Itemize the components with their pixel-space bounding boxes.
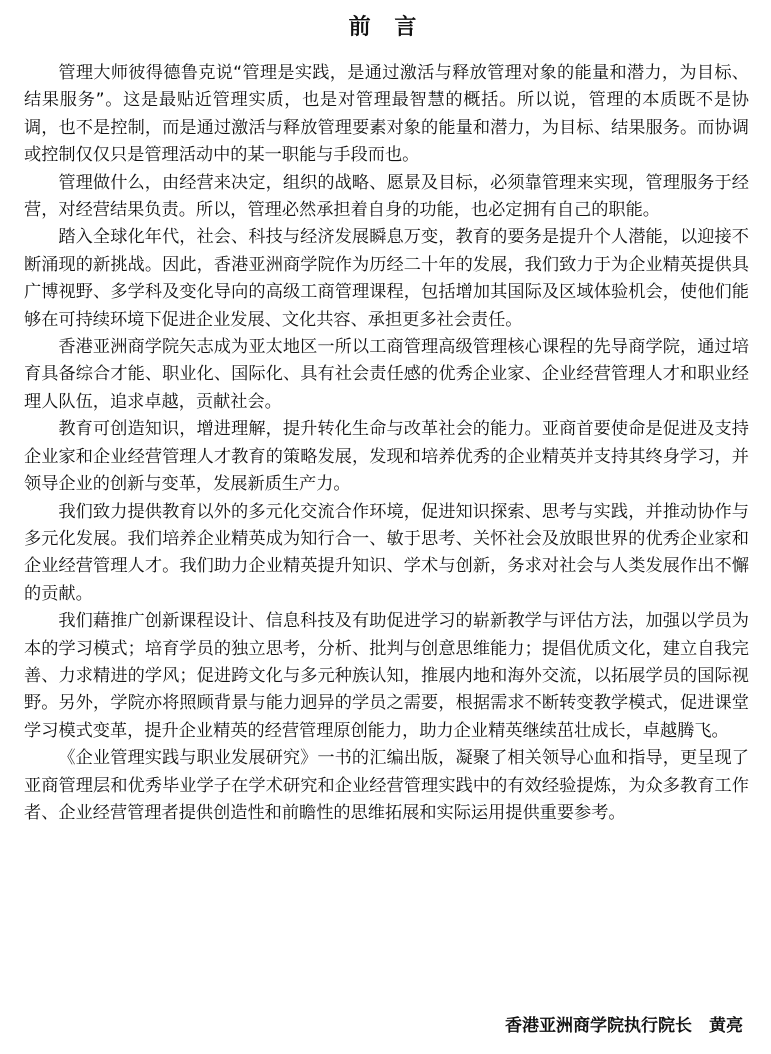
paragraph-7: 我们藉推广创新课程设计、信息科技及有助促进学习的崭新教学与评估方法，加强以学员为本的学习模式；培育学员的独立思考，分析、批判与创意思维能力；提倡优质文化，建立自我完善、力求精进的学风；促进跨文化与多元种族认知，推展内地和海外交流，以拓展学员的国际视野。另外，学院亦将照顾背景与能力迥异的学员之需要，根据需求不断转变教学模式，促进课堂学习模式变革，提升企业精英的经营管理原创能力，助力企业精英继续茁壮成长，卓越腾飞。	[24, 611, 749, 741]
paragraph-4: 香港亚洲商学院矢志成为亚太地区一所以工商管理高级管理核心课程的先导商学院，通过培育具备综合才能、职业化、国际化、具有社会责任感的优秀企业家、企业经营管理人才和职业经理人队伍，追求卓越，贡献社会。	[24, 337, 749, 412]
preface-body	[24, 60, 749, 827]
paragraph-8: 《企业管理实践与职业发展研究》一书的汇编出版，凝聚了相关领导心血和指导，更呈现了亚商管理层和优秀毕业学子在学术研究和企业经营管理实践中的有效经验提炼，为众多教育工作者、企业经营管理者提供创造性和前瞻性的思维拓展和实际运用提供重要参考。	[24, 748, 749, 823]
paragraph-3: 踏入全球化年代，社会、科技与经济发展瞬息万变，教育的要务是提升个人潜能，以迎接不断涌现的新挑战。因此，香港亚洲商学院作为历经二十年的发展，我们致力于为企业精英提供具广博视野、多学科及变化导向的高级工商管理课程，包括增加其国际及区域体验机会，使他们能够在可持续环境下促进企业发展、文化共容、承担更多社会责任。	[24, 227, 749, 330]
paragraph-5: 教育可创造知识，增进理解，提升转化生命与改革社会的能力。亚商首要使命是促进及支持企业家和企业经营管理人才教育的策略发展，发现和培养优秀的企业精英并支持其终身学习，并领导企业的创新与变革，发展新质生产力。	[24, 419, 749, 495]
paragraph-6: 我们致力提供教育以外的多元化交流合作环境，促进知识探索、思考与实践，并推动协作与多元化发展。我们培养企业精英成为知行合一、敏于思考、关怀社会及放眼世界的优秀企业家和企业经营管理人才。我们助力企业精英提升知识、学术与创新，务求对社会与人类发展作出不懈的贡献。	[24, 501, 749, 604]
paragraph-1: 管理大师彼得德鲁克说“管理是实践，是通过激活与释放管理对象的能量和潜力，为目标、结果服务”。这是最贴近管理实质，也是对管理最智慧的概括。所以说，管理的本质既不是协调，也不是控制，而是通过激活与释放管理要素对象的能量和潜力，为目标、结果服务。而协调或控制仅仅只是管理活动中的某一职能与手段而也。	[24, 63, 749, 166]
signature: 香港亚洲商学院执行院长 黄亮	[505, 1016, 743, 1036]
page-title: 前 言	[348, 15, 425, 40]
paragraph-2: 管理做什么，由经营来决定，组织的战略、愿景及目标，必须靠管理来实现，管理服务于经营，对经营结果负责。所以，管理必然承担着自身的功能，也必定拥有自己的职能。	[24, 172, 749, 221]
